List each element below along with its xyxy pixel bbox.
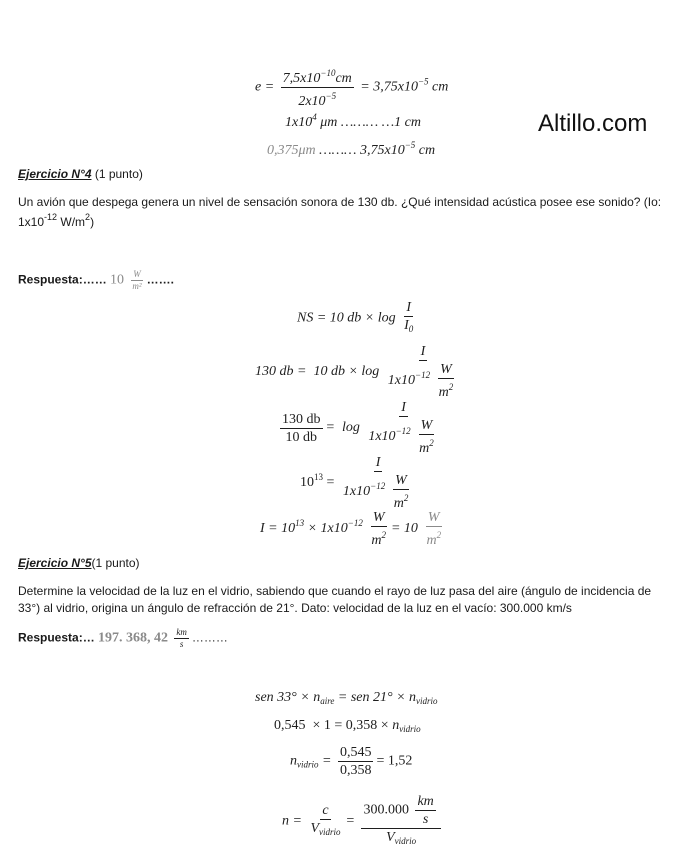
exercise-4-text-line1: Un avión que despega genera un nivel de sensación sonora de 130 db. ¿Qué intensidad acústica posee ese sonido? (Io: bbox=[18, 195, 662, 209]
exercise-5-heading: Ejercicio N°5 bbox=[18, 556, 92, 570]
answer-tail: ……… bbox=[191, 630, 228, 645]
answer-value: 197. 368, 42 bbox=[98, 630, 169, 646]
exercise-5-text-line1: Determine la velocidad de la luz en el vidrio, sabiendo que cuando el rayo de luz pasa del aire (ángulo de incidencia de bbox=[18, 584, 652, 598]
equation-snell: sen $33^\circ \times n_{aire}$ = sen $21^\circ \times n_{vidrio}$ bbox=[255, 690, 438, 706]
equation-result: 0,375μm ……… $3,75x10^{-5}$ cm bbox=[267, 140, 436, 158]
equation-intensity: $I = 10^{13} \times 1x10^{-12}$ $\frac{W}{m^2}$ = 10 $\frac{W}{m^2}$ bbox=[260, 510, 442, 548]
exercise-4-answer bbox=[18, 270, 174, 291]
exercise-5-text-line2: 33°) al vidrio, origina un ángulo de refracción de 21°. Dato: velocidad de la luz en el vacío: 300.000 km/s bbox=[18, 601, 572, 615]
answer-label: Respuesta:…… bbox=[18, 272, 107, 287]
equation-ns-130: 130 db = 10 db × log I $1x10^{-12}$ $\frac{W}{m^2}$ bbox=[255, 344, 454, 400]
exercise-5-answer bbox=[18, 628, 228, 649]
equation-power: $10^{13}$ = I $1x10^{-12}$ $\frac{W}{m^2}$ bbox=[300, 455, 409, 511]
exercise-4-title bbox=[18, 167, 143, 181]
equation-ratio: $\frac{130 db}{10 db}$ = log I $1x10^{-12}$ $\frac{W}{m^2}$ bbox=[282, 400, 434, 456]
equation-n-vidrio: $n_{vidrio}$ = $\frac{0,545}{0,358}$ = 1,52 bbox=[290, 745, 413, 778]
altillo-logo: Altillo.com bbox=[538, 110, 648, 137]
exercise-4-points: (1 punto) bbox=[91, 167, 143, 181]
exercise-5-title bbox=[18, 556, 140, 570]
equation-snell-values: $0,545 \times 1 = 0,358 \times n_{vidrio}$ bbox=[274, 718, 421, 734]
answer-unit: $\frac{km}{s}$ bbox=[176, 627, 187, 649]
exercise-4-heading: Ejercicio N°4 bbox=[18, 167, 92, 181]
answer-unit: $\frac{W}{\text{m²}}$ bbox=[132, 269, 142, 291]
equation-velocity: n = $\frac{c}{V_{vidrio}}$ = 300.000 $\frac{km}{s}$ $V_{vidrio}$ bbox=[282, 794, 444, 849]
exercise-5-points: (1 punto) bbox=[91, 556, 140, 570]
answer-label: Respuesta:… bbox=[18, 630, 95, 645]
answer-value: 10 bbox=[110, 272, 125, 288]
equation-thickness: e = $\frac{7,5x10^{-10}cm}{2x10^{-5}}$ = $3,75x10^{-5}$ cm bbox=[255, 68, 449, 109]
answer-tail: ……. bbox=[146, 272, 174, 287]
equation-ns-definition: NS = 10 db × log $\frac{I}{I_0}$ bbox=[297, 300, 414, 334]
exercise-4-text-line2: $1x10^{-12}$ $W/m^2$) bbox=[18, 212, 95, 229]
equation-conversion: $1x10^4$ μm ……… …1 cm bbox=[285, 112, 421, 130]
